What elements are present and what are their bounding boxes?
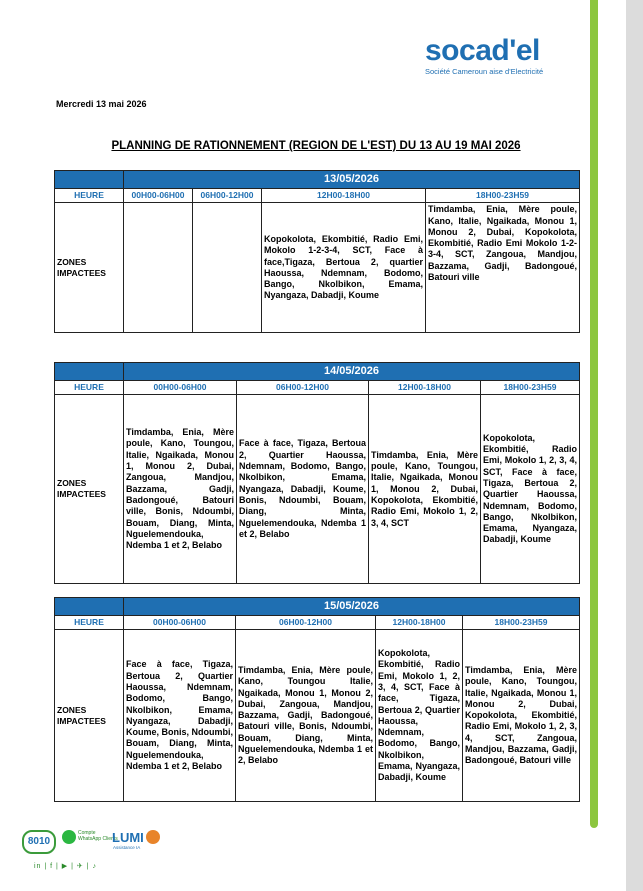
slot-header: 12H00-18H00 [369, 381, 481, 395]
table-corner [55, 171, 124, 189]
hotline-8010-badge: 8010 [22, 830, 56, 854]
zone-cell: Face à face, Tigaza, Bertoua 2, Quartier Haoussa, Ndemnam, Bodomo, Bango, Nkolbikon, Emama, Nyangaza, Dabadji, Koume, Bonis, Ndoumbi, Bouam, Diang, Minta, Nguelemendouka, Ndemba 1 et 2, Belabo [237, 395, 369, 584]
slot-header: 12H00-18H00 [262, 189, 426, 203]
zone-cell: Kopokolota, Ekombitié, Radio Emi, Mokolo 1-2-3-4, SCT, Face à face,Tigaza, Bertoua 2, quartier Haoussa, Ndemnam, Bodomo, Bango, Nkolbikon, Emama, Nyangaza, Dabadji, Koume [262, 203, 426, 333]
slot-header: 12H00-18H00 [376, 616, 463, 630]
zone-cell: Face à face, Tigaza, Bertoua 2, Quartier Haoussa, Ndemnam, Bodomo, Bango, Nkolbikon, Emama, Nyangaza, Dabadji, Koume, Bonis, Ndoumbi, Bouam, Diang, Minta, Nguelemendouka, Ndemba 1 et 2, Belabo [124, 630, 236, 802]
slot-header: 18H00-23H59 [426, 189, 580, 203]
heure-label: HEURE [55, 381, 124, 395]
zone-cell: Timdamba, Enia, Mère poule, Kano, Toungou Italie, Ngaikada, Monou 1, Monou 2, Dubai, Zangoua, Mandjou, Bazzama, Gadji, Badongoué, Batouri ville, Bonis, Ndoumbi, Bouam, Diang, Minta, Nguelemendouka, Ndemba 1 et 2, Belabo [236, 630, 376, 802]
document-title: PLANNING DE RATIONNEMENT (REGION DE L'EST) DU 13 AU 19 MAI 2026 [111, 140, 521, 152]
zone-cell: Timdamba, Enia, Mère poule, Kano, Italie, Ngaikada, Monou 1, Monou 2, Dubai, Kopokolota, Ekombitié, Radio Emi Mokolo 1-2-3-4, SCT, Zangoua, Mandjou, Bazzama, Gadji, Badongoué, Batouri ville [426, 203, 580, 333]
zone-cell [193, 203, 262, 333]
zones-label: ZONES IMPACTEES [55, 630, 124, 802]
lumi-subtitle: Assistance IA [113, 845, 141, 850]
slot-header: 06H00-12H00 [193, 189, 262, 203]
zone-cell: Timdamba, Enia, Mère poule, Kano, Toungou, Italie, Ngaikada, Monou 1, Monou 2, Dubai, Zangoua, Mandjou, Bazzama, Gadji, Badongoué, Batouri ville, Bonis, Ndoumbi, Bouam, Diang, Minta, Nguelemendouka, Ndemba 1 et 2, Belabo [124, 395, 237, 584]
slot-header: 00H00-06H00 [124, 381, 237, 395]
green-accent-bar [590, 0, 598, 828]
slot-header: 00H00-06H00 [124, 189, 193, 203]
whatsapp-label: Compte WhatsApp Clients [78, 830, 118, 842]
day-date: 15/05/2026 [124, 598, 580, 616]
zone-cell: Timdamba, Enia, Mère poule, Kano, Toungou, Italie, Ngaikada, Monou 1, Monou 2, Dubai, Kopokolota, Ekombitié, Radio Emi, Mokolo 1, 2, 3, 4, SCT [369, 395, 481, 584]
zone-cell [124, 203, 193, 333]
social-icons: in | f | ▶ | ✈ | ♪ [34, 863, 97, 870]
day-date: 14/05/2026 [124, 363, 580, 381]
schedule-table-day2 [54, 362, 580, 584]
slot-header: 00H00-06H00 [124, 616, 236, 630]
slot-header: 06H00-12H00 [236, 616, 376, 630]
zone-cell: Timdamba, Enia, Mère poule, Kano, Toungou, Italie, Ngaikada, Monou 1, Monou 2, Dubai, Kopokolota, Ekombitié, Radio Emi, Mokolo 1, 2, 3, 4, SCT, Zangoua, Mandjou, Bazzama, Gadji, Badongoué, Batouri ville [463, 630, 580, 802]
heure-label: HEURE [55, 616, 124, 630]
heure-label: HEURE [55, 189, 124, 203]
lumi-logo: LUMI [112, 830, 144, 845]
table-corner [55, 598, 124, 616]
zones-label: ZONES IMPACTEES [55, 395, 124, 584]
zone-cell: Kopokolota, Ekombitié, Radio Emi, Mokolo 1, 2, 3, 4, SCT, Face à face, Tigaza, Bertoua 2, Quartier Haoussa, Ndemnam, Bodomo, Bango, Nkolbikon, Emama, Nyangaza, Dabadji, Koume [376, 630, 463, 802]
document-date: Mercredi 13 mai 2026 [56, 99, 147, 109]
lumi-avatar-icon [146, 830, 160, 844]
zone-cell: Kopokolota, Ekombitié, Radio Emi, Mokolo 1, 2, 3, 4, SCT, Face à face, Tigaza, Bertoua 2, Quartier Haoussa, Ndemnam, Bodomo, Bango, Nkolbikon, Emama, Nyangaza, Dabadji, Koume [481, 395, 580, 584]
day-date: 13/05/2026 [124, 171, 580, 189]
slot-header: 18H00-23H59 [481, 381, 580, 395]
logo-wordmark: socad'el [425, 34, 540, 67]
logo-subtitle: Société Cameroun aise d'Electricité [425, 67, 544, 76]
zones-label: ZONES IMPACTEES [55, 203, 124, 333]
table-corner [55, 363, 124, 381]
slot-header: 18H00-23H59 [463, 616, 580, 630]
schedule-table-day1 [54, 170, 580, 333]
slot-header: 06H00-12H00 [237, 381, 369, 395]
socadel-logo [425, 36, 585, 76]
schedule-table-day3 [54, 597, 580, 802]
whatsapp-icon [62, 830, 76, 844]
